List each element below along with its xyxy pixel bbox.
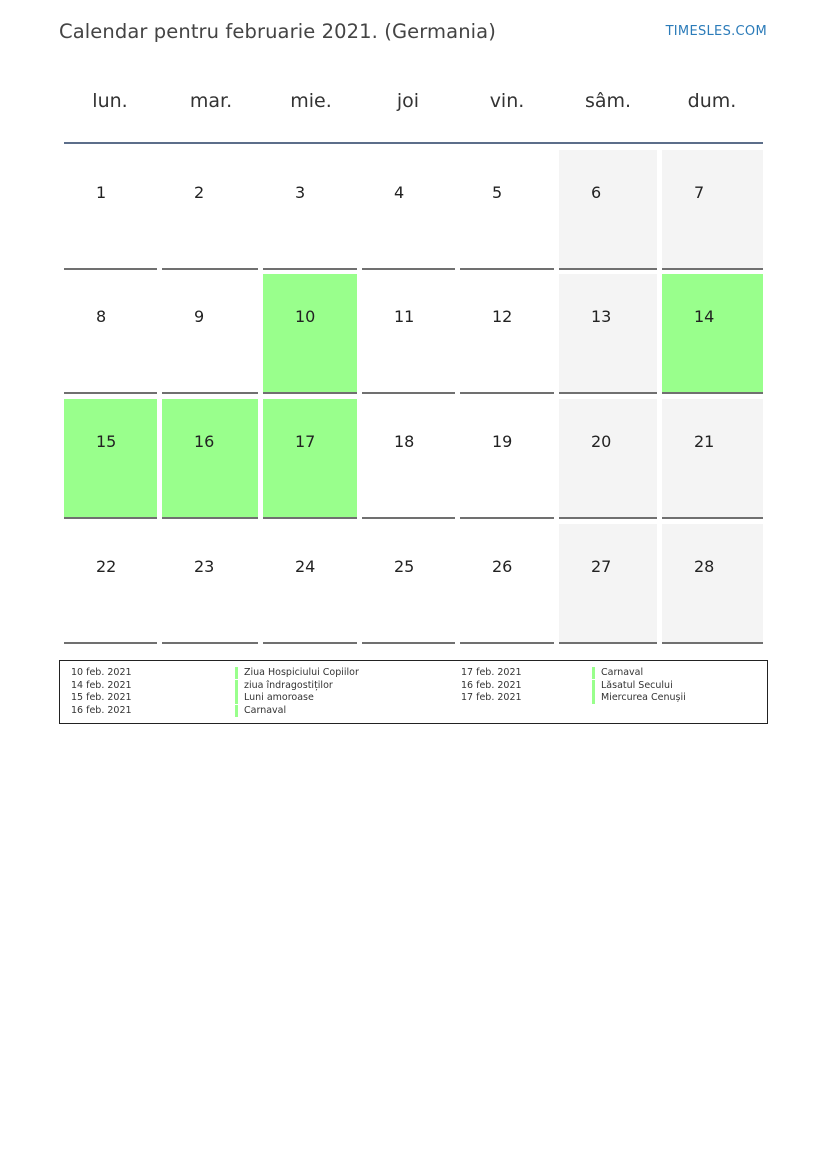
day-cell: [662, 150, 763, 270]
weekday-label: lun.: [92, 90, 128, 112]
header-divider: [64, 142, 763, 144]
day-cell: [64, 274, 157, 394]
day-number: 18: [394, 432, 415, 451]
legend-holiday-name: Luni amoroase: [235, 692, 314, 704]
day-number: 5: [492, 183, 503, 202]
legend-date: 17 feb. 2021: [461, 667, 522, 678]
legend-holiday-name: Carnaval: [235, 705, 286, 717]
day-cell: [559, 150, 657, 270]
weekday-label: joi: [396, 90, 420, 112]
legend-date: 15 feb. 2021: [71, 692, 132, 703]
weekday-label: mar.: [189, 90, 233, 112]
site-link[interactable]: TIMESLES.COM: [665, 24, 767, 39]
weekday-label: sâm.: [584, 90, 632, 112]
legend-date: 10 feb. 2021: [71, 667, 132, 678]
day-number: 15: [96, 432, 117, 451]
weekday-header-row: [60, 90, 767, 120]
day-cell: [64, 399, 157, 519]
day-number: 17: [295, 432, 316, 451]
day-cell: [263, 274, 357, 394]
day-cell: [64, 524, 157, 644]
day-cell: [162, 399, 258, 519]
day-cell: [162, 524, 258, 644]
day-number: 2: [194, 183, 205, 202]
day-number: 26: [492, 557, 513, 576]
day-number: 27: [591, 557, 612, 576]
legend-holiday-name: Miercurea Cenușii: [592, 692, 686, 704]
day-cell: [162, 150, 258, 270]
day-number: 1: [96, 183, 107, 202]
day-cell: [662, 399, 763, 519]
day-number: 19: [492, 432, 513, 451]
legend-date: 17 feb. 2021: [461, 692, 522, 703]
day-number: 22: [96, 557, 117, 576]
day-cell: [460, 274, 554, 394]
day-cell: [662, 274, 763, 394]
day-number: 24: [295, 557, 316, 576]
legend-date: 16 feb. 2021: [71, 705, 132, 716]
legend-holiday-name: Carnaval: [592, 667, 643, 679]
day-number: 4: [394, 183, 405, 202]
day-number: 12: [492, 307, 513, 326]
day-cell: [263, 150, 357, 270]
day-cell: [162, 274, 258, 394]
day-cell: [559, 399, 657, 519]
day-number: 23: [194, 557, 215, 576]
day-cell: [64, 150, 157, 270]
day-cell: [559, 524, 657, 644]
day-number: 7: [694, 183, 705, 202]
day-cell: [460, 399, 554, 519]
page-title: Calendar pentru februarie 2021. (Germania): [59, 20, 496, 43]
day-number: 3: [295, 183, 306, 202]
day-number: 28: [694, 557, 715, 576]
day-number: 8: [96, 307, 107, 326]
legend-holiday-name: Ziua Hospiciului Copiilor: [235, 667, 359, 679]
legend-date: 16 feb. 2021: [461, 680, 522, 691]
weekday-label: dum.: [687, 90, 737, 112]
weekday-label: mie.: [290, 90, 332, 112]
day-number: 10: [295, 307, 316, 326]
day-cell: [362, 524, 455, 644]
day-cell: [662, 524, 763, 644]
legend-holiday-name: Lăsatul Secului: [592, 680, 673, 692]
day-cell: [460, 150, 554, 270]
day-number: 20: [591, 432, 612, 451]
day-cell: [460, 524, 554, 644]
day-number: 6: [591, 183, 602, 202]
day-cell: [263, 524, 357, 644]
legend-holiday-name: ziua îndragostiților: [235, 680, 333, 692]
day-cell: [263, 399, 357, 519]
day-number: 13: [591, 307, 612, 326]
day-number: 9: [194, 307, 205, 326]
day-number: 16: [194, 432, 215, 451]
holiday-legend: [59, 660, 768, 724]
day-cell: [559, 274, 657, 394]
day-number: 21: [694, 432, 715, 451]
weekday-label: vin.: [489, 90, 525, 112]
day-cell: [362, 274, 455, 394]
day-number: 25: [394, 557, 415, 576]
day-number: 11: [394, 307, 415, 326]
legend-date: 14 feb. 2021: [71, 680, 132, 691]
day-cell: [362, 150, 455, 270]
day-cell: [362, 399, 455, 519]
day-number: 14: [694, 307, 715, 326]
